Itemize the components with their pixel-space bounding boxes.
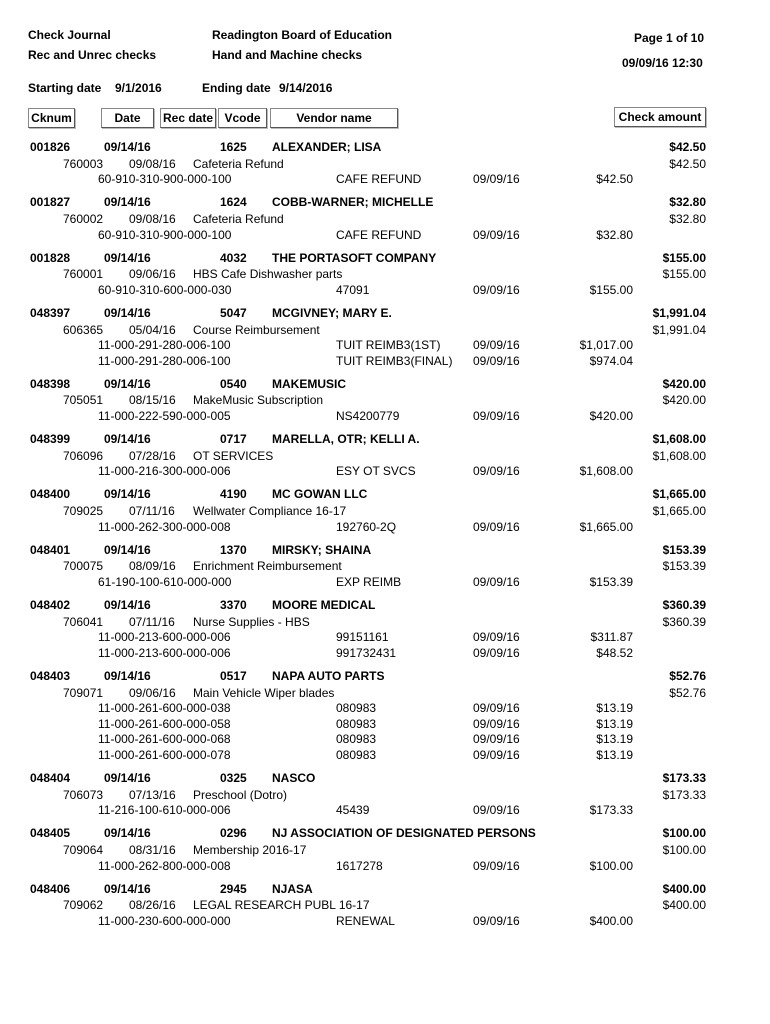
po-description: Cafeteria Refund bbox=[193, 211, 284, 226]
check-date: 09/14/16 bbox=[104, 140, 151, 154]
rec-date: 09/09/16 bbox=[473, 701, 520, 716]
vendor-name: NJ ASSOCIATION OF DESIGNATED PERSONS bbox=[272, 826, 536, 841]
line-amount: $420.00 bbox=[589, 409, 633, 423]
vendor-code: 5047 bbox=[220, 305, 247, 320]
po-number: 706041 bbox=[63, 614, 104, 629]
po-date: 08/09/16 bbox=[129, 559, 176, 574]
po-row bbox=[0, 685, 770, 701]
line-amount: $173.33 bbox=[589, 803, 633, 818]
vendor-code: 4190 bbox=[220, 487, 247, 502]
rec-date: 09/09/16 bbox=[473, 338, 520, 353]
po-amount: $153.39 bbox=[662, 559, 706, 574]
column-check-amount-button[interactable]: Check amount bbox=[614, 107, 706, 127]
check-date: 09/14/16 bbox=[104, 598, 151, 612]
invoice-reference: RENEWAL bbox=[336, 913, 395, 928]
po-date: 09/08/16 bbox=[129, 156, 176, 171]
check-amount: $360.39 bbox=[662, 598, 706, 612]
po-number: 709025 bbox=[63, 504, 104, 518]
po-number: 700075 bbox=[63, 559, 104, 574]
check-amount: $400.00 bbox=[662, 881, 706, 896]
po-number: 706096 bbox=[63, 448, 104, 463]
detail-line bbox=[0, 519, 770, 535]
invoice-reference: CAFE REFUND bbox=[336, 172, 422, 187]
vendor-name: MOORE MEDICAL bbox=[272, 598, 376, 612]
account-number: 11-000-262-800-000-008 bbox=[98, 858, 231, 873]
check-amount: $1,991.04 bbox=[652, 305, 706, 320]
vendor-code: 1370 bbox=[220, 542, 247, 557]
invoice-reference: TUIT REIMB3(1ST) bbox=[336, 338, 441, 353]
ending-date: 9/14/2016 bbox=[279, 81, 333, 95]
check-number: 048404 bbox=[30, 771, 71, 785]
vendor-name: MC GOWAN LLC bbox=[272, 487, 368, 502]
account-number: 11-000-261-600-000-038 bbox=[98, 701, 231, 716]
po-date: 08/15/16 bbox=[129, 393, 176, 408]
check-row bbox=[0, 881, 770, 897]
invoice-reference: CAFE REFUND bbox=[336, 227, 422, 242]
check-row bbox=[0, 542, 770, 558]
invoice-reference: NS4200779 bbox=[336, 409, 400, 423]
po-description: Cafeteria Refund bbox=[193, 156, 284, 171]
rec-date: 09/09/16 bbox=[473, 747, 520, 762]
check-row bbox=[0, 668, 770, 684]
po-date: 08/31/16 bbox=[129, 842, 176, 857]
detail-line bbox=[0, 227, 770, 243]
vendor-code: 0717 bbox=[220, 432, 247, 447]
invoice-reference: 99151161 bbox=[336, 630, 389, 645]
vendor-code: 0325 bbox=[220, 771, 247, 785]
detail-line bbox=[0, 171, 770, 187]
check-date: 09/14/16 bbox=[104, 195, 151, 210]
line-amount: $13.19 bbox=[596, 732, 633, 747]
invoice-reference: 080983 bbox=[336, 716, 377, 731]
account-number: 11-216-100-610-000-006 bbox=[98, 803, 231, 818]
line-amount: $1,017.00 bbox=[579, 338, 633, 353]
po-date: 07/11/16 bbox=[129, 504, 175, 518]
check-row bbox=[0, 770, 770, 786]
po-date: 09/06/16 bbox=[129, 267, 176, 282]
starting-date-label: Starting date bbox=[28, 81, 102, 95]
check-row bbox=[0, 376, 770, 392]
po-amount: $420.00 bbox=[662, 393, 706, 408]
detail-line bbox=[0, 858, 770, 874]
check-row bbox=[0, 194, 770, 210]
detail-line bbox=[0, 747, 770, 763]
check-date: 09/14/16 bbox=[104, 542, 151, 557]
po-amount: $1,665.00 bbox=[652, 504, 706, 518]
line-amount: $400.00 bbox=[589, 913, 633, 928]
vendor-code: 0517 bbox=[220, 668, 247, 683]
po-description: Wellwater Compliance 16-17 bbox=[193, 504, 347, 518]
check-date: 09/14/16 bbox=[104, 668, 151, 683]
line-amount: $32.80 bbox=[596, 227, 633, 242]
invoice-reference: TUIT REIMB3(FINAL) bbox=[336, 353, 453, 368]
detail-line bbox=[0, 353, 770, 369]
po-row bbox=[0, 614, 770, 630]
po-description: Main Vehicle Wiper blades bbox=[193, 685, 335, 700]
po-description: LEGAL RESEARCH PUBL 16-17 bbox=[193, 898, 370, 913]
account-number: 11-000-213-600-000-006 bbox=[98, 645, 231, 660]
rec-date: 09/09/16 bbox=[473, 172, 520, 187]
line-amount: $311.87 bbox=[590, 630, 633, 645]
check-row bbox=[0, 597, 770, 613]
detail-line bbox=[0, 463, 770, 479]
check-number: 048398 bbox=[30, 376, 71, 391]
detail-line bbox=[0, 337, 770, 353]
rec-date: 09/09/16 bbox=[473, 574, 520, 589]
po-row bbox=[0, 558, 770, 574]
check-amount: $153.39 bbox=[662, 542, 706, 557]
vendor-name: MARELLA, OTR; KELLI A. bbox=[272, 432, 420, 447]
check-amount: $1,608.00 bbox=[652, 432, 706, 447]
check-amount: $42.50 bbox=[669, 140, 706, 154]
report-subtitle-center: Hand and Machine checks bbox=[212, 48, 363, 62]
po-number: 709062 bbox=[63, 898, 104, 913]
check-row bbox=[0, 431, 770, 447]
po-number: 706073 bbox=[63, 787, 104, 802]
check-number: 048405 bbox=[30, 826, 71, 841]
rec-date: 09/09/16 bbox=[473, 732, 520, 747]
detail-line bbox=[0, 913, 770, 929]
vendor-name: NASCO bbox=[272, 771, 316, 785]
starting-date: 9/1/2016 bbox=[115, 81, 162, 95]
po-row bbox=[0, 787, 770, 803]
detail-line bbox=[0, 574, 770, 590]
po-number: 760001 bbox=[63, 267, 104, 282]
account-number: 11-000-261-600-000-068 bbox=[98, 732, 231, 747]
po-description: OT SERVICES bbox=[193, 448, 274, 463]
detail-line bbox=[0, 802, 770, 818]
po-row bbox=[0, 503, 770, 519]
line-amount: $155.00 bbox=[589, 282, 633, 297]
po-date: 07/28/16 bbox=[129, 448, 176, 463]
po-number: 709071 bbox=[63, 685, 104, 700]
check-number: 048400 bbox=[30, 487, 71, 502]
check-date: 09/14/16 bbox=[104, 432, 151, 447]
po-description: Membership 2016-17 bbox=[193, 842, 307, 857]
vendor-code: 4032 bbox=[220, 250, 247, 265]
po-amount: $42.50 bbox=[669, 156, 706, 171]
check-date: 09/14/16 bbox=[104, 487, 151, 502]
po-description: Nurse Supplies - HBS bbox=[193, 614, 310, 629]
po-date: 07/11/16 bbox=[129, 614, 175, 629]
rec-date: 09/09/16 bbox=[473, 803, 520, 818]
invoice-reference: 47091 bbox=[336, 282, 370, 297]
rec-date: 09/09/16 bbox=[473, 630, 520, 645]
check-amount: $100.00 bbox=[662, 826, 706, 841]
po-row bbox=[0, 897, 770, 913]
check-number: 048399 bbox=[30, 432, 71, 447]
vendor-code: 2945 bbox=[220, 881, 247, 896]
check-number: 001827 bbox=[30, 195, 71, 210]
rec-date: 09/09/16 bbox=[473, 519, 520, 534]
invoice-reference: ESY OT SVCS bbox=[336, 464, 416, 479]
account-number: 60-910-310-900-000-100 bbox=[98, 227, 232, 242]
check-date: 09/14/16 bbox=[104, 376, 151, 391]
line-amount: $42.50 bbox=[596, 172, 633, 187]
po-number: 606365 bbox=[63, 322, 104, 337]
po-number: 705051 bbox=[63, 393, 104, 408]
po-row bbox=[0, 448, 770, 464]
account-number: 11-000-222-590-000-005 bbox=[98, 409, 231, 423]
check-amount: $52.76 bbox=[669, 668, 706, 683]
detail-line bbox=[0, 629, 770, 645]
account-number: 11-000-291-280-006-100 bbox=[98, 353, 231, 368]
po-amount: $400.00 bbox=[662, 898, 706, 913]
vendor-name: NJASA bbox=[272, 881, 313, 896]
report-name: Check Journal bbox=[28, 28, 111, 42]
rec-date: 09/09/16 bbox=[473, 282, 520, 297]
po-description: Preschool (Dotro) bbox=[193, 787, 288, 802]
po-number: 760002 bbox=[63, 211, 104, 226]
line-amount: $974.04 bbox=[589, 353, 633, 368]
invoice-reference: 1617278 bbox=[336, 858, 383, 873]
account-number: 11-000-261-600-000-058 bbox=[98, 716, 231, 731]
po-row bbox=[0, 211, 770, 227]
ending-date-label: Ending date bbox=[202, 81, 271, 95]
line-amount: $1,608.00 bbox=[579, 464, 633, 479]
account-number: 11-000-213-600-000-006 bbox=[98, 630, 231, 645]
check-amount: $1,665.00 bbox=[652, 487, 706, 502]
vendor-name: MAKEMUSIC bbox=[272, 376, 346, 391]
check-amount: $173.33 bbox=[662, 771, 706, 785]
line-amount: $13.19 bbox=[596, 716, 633, 731]
check-row bbox=[0, 139, 770, 155]
account-number: 11-000-262-300-000-008 bbox=[98, 519, 231, 534]
po-amount: $52.76 bbox=[669, 685, 706, 700]
rec-date: 09/09/16 bbox=[473, 464, 520, 479]
invoice-reference: 080983 bbox=[336, 732, 377, 747]
vendor-code: 0540 bbox=[220, 376, 247, 391]
po-amount: $100.00 bbox=[662, 842, 706, 857]
rec-date: 09/09/16 bbox=[473, 858, 520, 873]
rec-date: 09/09/16 bbox=[473, 409, 520, 423]
check-date: 09/14/16 bbox=[104, 881, 151, 896]
account-number: 61-190-100-610-000-000 bbox=[98, 574, 232, 589]
check-number: 001826 bbox=[30, 140, 71, 154]
check-row bbox=[0, 486, 770, 502]
po-row bbox=[0, 156, 770, 172]
account-number: 11-000-291-280-006-100 bbox=[98, 338, 231, 353]
line-amount: $153.39 bbox=[589, 574, 633, 589]
po-row bbox=[0, 266, 770, 282]
account-number: 60-910-310-600-000-030 bbox=[98, 282, 232, 297]
po-number: 709064 bbox=[63, 842, 104, 857]
account-number: 11-000-216-300-000-006 bbox=[98, 464, 231, 479]
vendor-name: NAPA AUTO PARTS bbox=[272, 668, 385, 683]
invoice-reference: 991732431 bbox=[336, 645, 397, 660]
organization-name: Readington Board of Education bbox=[212, 28, 392, 42]
line-amount: $13.19 bbox=[596, 747, 633, 762]
detail-line bbox=[0, 645, 770, 661]
vendor-name: MIRSKY; SHAINA bbox=[272, 542, 372, 557]
po-amount: $360.39 bbox=[662, 614, 706, 629]
report-subtitle-left: Rec and Unrec checks bbox=[28, 48, 157, 62]
invoice-reference: 080983 bbox=[336, 701, 377, 716]
check-number: 048401 bbox=[30, 542, 71, 557]
po-row bbox=[0, 842, 770, 858]
vendor-code: 3370 bbox=[220, 598, 247, 612]
detail-line bbox=[0, 408, 770, 424]
page-number: Page 1 of 10 bbox=[634, 31, 705, 45]
column-vcode-button[interactable]: Vcode bbox=[218, 108, 267, 128]
po-amount: $155.00 bbox=[662, 267, 706, 282]
line-amount: $1,665.00 bbox=[579, 519, 633, 534]
invoice-reference: 45439 bbox=[336, 803, 370, 818]
column-rec-date-button[interactable]: Rec date bbox=[160, 108, 216, 128]
po-description: Enrichment Reimbursement bbox=[193, 559, 342, 574]
detail-line bbox=[0, 731, 770, 747]
po-date: 09/08/16 bbox=[129, 211, 176, 226]
po-date: 09/06/16 bbox=[129, 685, 176, 700]
detail-line bbox=[0, 700, 770, 716]
check-number: 001828 bbox=[30, 250, 71, 265]
po-amount: $1,608.00 bbox=[652, 448, 706, 463]
vendor-name: THE PORTASOFT COMPANY bbox=[272, 250, 437, 265]
rec-date: 09/09/16 bbox=[473, 716, 520, 731]
po-amount: $173.33 bbox=[662, 787, 706, 802]
check-date: 09/14/16 bbox=[104, 305, 151, 320]
check-number: 048402 bbox=[30, 598, 71, 612]
rec-date: 09/09/16 bbox=[473, 645, 520, 660]
detail-line bbox=[0, 282, 770, 298]
check-date: 09/14/16 bbox=[104, 826, 151, 841]
check-date: 09/14/16 bbox=[104, 771, 151, 785]
vendor-code: 0296 bbox=[220, 826, 247, 841]
check-number: 048403 bbox=[30, 668, 71, 683]
po-amount: $32.80 bbox=[669, 211, 706, 226]
account-number: 11-000-230-600-000-000 bbox=[98, 913, 231, 928]
po-date: 05/04/16 bbox=[129, 322, 176, 337]
po-description: HBS Cafe Dishwasher parts bbox=[193, 267, 343, 282]
vendor-code: 1624 bbox=[220, 195, 247, 210]
account-number: 60-910-310-900-000-100 bbox=[98, 172, 232, 187]
po-row bbox=[0, 392, 770, 408]
line-amount: $100.00 bbox=[589, 858, 633, 873]
column-vendor-name-button[interactable]: Vendor name bbox=[270, 108, 398, 128]
vendor-name: COBB-WARNER; MICHELLE bbox=[272, 195, 434, 210]
line-amount: $48.52 bbox=[596, 645, 633, 660]
vendor-name: ALEXANDER; LISA bbox=[272, 140, 382, 154]
vendor-name: MCGIVNEY; MARY E. bbox=[272, 305, 392, 320]
po-date: 08/26/16 bbox=[129, 898, 176, 913]
print-datetime: 09/09/16 12:30 bbox=[622, 56, 703, 70]
invoice-reference: 192760-2Q bbox=[336, 519, 397, 534]
vendor-code: 1625 bbox=[220, 140, 247, 154]
detail-line bbox=[0, 716, 770, 732]
invoice-reference: EXP REIMB bbox=[336, 574, 402, 589]
po-number: 760003 bbox=[63, 156, 104, 171]
check-date: 09/14/16 bbox=[104, 250, 151, 265]
po-date: 07/13/16 bbox=[129, 787, 176, 802]
column-cknum-button[interactable]: Cknum bbox=[28, 108, 75, 128]
check-amount: $155.00 bbox=[662, 250, 706, 265]
po-row bbox=[0, 322, 770, 338]
invoice-reference: 080983 bbox=[336, 747, 377, 762]
rec-date: 09/09/16 bbox=[473, 353, 520, 368]
po-description: Course Reimbursement bbox=[193, 322, 320, 337]
check-number: 048406 bbox=[30, 881, 71, 896]
rec-date: 09/09/16 bbox=[473, 913, 520, 928]
column-date-button[interactable]: Date bbox=[101, 108, 154, 128]
check-number: 048397 bbox=[30, 305, 71, 320]
check-row bbox=[0, 305, 770, 321]
rec-date: 09/09/16 bbox=[473, 227, 520, 242]
check-row bbox=[0, 250, 770, 266]
check-amount: $32.80 bbox=[669, 195, 706, 210]
po-amount: $1,991.04 bbox=[652, 322, 706, 337]
account-number: 11-000-261-600-000-078 bbox=[98, 747, 231, 762]
po-description: MakeMusic Subscription bbox=[193, 393, 324, 408]
line-amount: $13.19 bbox=[596, 701, 633, 716]
check-amount: $420.00 bbox=[662, 376, 706, 391]
check-row bbox=[0, 825, 770, 841]
